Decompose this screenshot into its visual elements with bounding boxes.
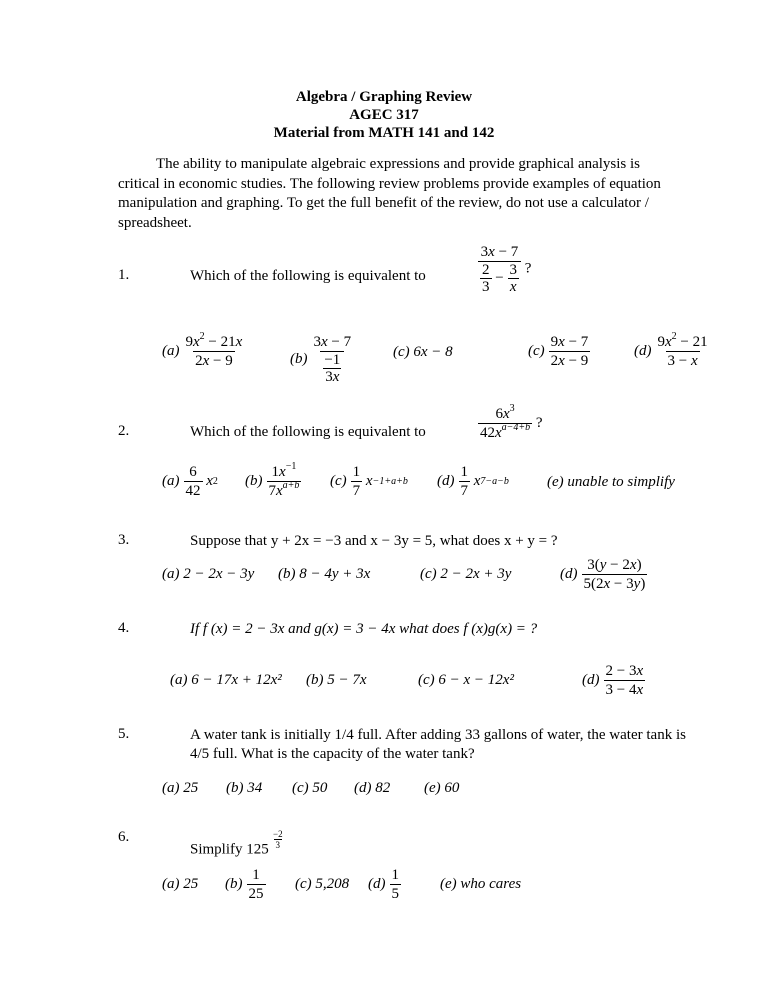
question-4-option-c[interactable]: (c) 6 − x − 12x²: [418, 672, 514, 688]
question-6-prompt: Simplify 125 $^{\frac{-2}{3}}$: [190, 829, 283, 858]
question-3-text: Suppose that y + 2x = −3 and x − 3y = 5, what does x + y = ?: [190, 533, 558, 549]
question-1-text: Which of the following is equivalent to: [190, 268, 426, 284]
question-4-option-b[interactable]: (b) 5 − 7x: [306, 672, 367, 688]
document-subtitle: Material from MATH 141 and 142: [273, 125, 495, 141]
question-2-option-a[interactable]: (a) $\frac{6}{42}$ x 2: [162, 464, 218, 499]
question-5-number: 5.: [118, 726, 130, 742]
question-5-option-b[interactable]: (b) 34: [226, 780, 263, 796]
question-1-option-c1[interactable]: (c) 6x − 8: [393, 344, 453, 360]
question-2-expression: $\frac{6x^3}{42x^{a-4+b}}$ ?: [480, 403, 543, 441]
question-3-option-d[interactable]: (d) $\frac{3(y - 2x)}{5(2x - 3y)}$: [560, 557, 646, 592]
question-1-option-d[interactable]: (d) $\frac{9x^2 - 21}{3 - x}$: [634, 331, 708, 369]
question-6-option-d[interactable]: (d) $\frac{1}{5}$: [368, 867, 399, 902]
question-5-option-a[interactable]: (a) 25: [162, 780, 199, 796]
question-2-text: Which of the following is equivalent to: [190, 424, 426, 440]
question-3-option-c[interactable]: (c) 2 − 2x + 3y: [420, 566, 512, 582]
question-4-number: 4.: [118, 620, 130, 636]
question-6-option-b[interactable]: (b) $\frac{1}{25}$: [225, 867, 264, 902]
question-2-option-b[interactable]: (b) $\frac{1x^{-1}}{7x^{a+b}}$: [245, 461, 300, 499]
question-5-option-e[interactable]: (e) 60: [424, 780, 460, 796]
question-3-option-a[interactable]: (a) 2 − 2x − 3y: [162, 566, 255, 582]
question-6-number: 6.: [118, 829, 130, 845]
question-1-option-a[interactable]: (a) $\frac{9x^2 - 21x}{2x - 9}$: [162, 331, 243, 369]
question-5-option-d[interactable]: (d) 82: [354, 780, 391, 796]
question-1-option-b[interactable]: (b) $\frac{3x - 7}{\frac{-1}{3x}}$: [290, 334, 352, 385]
question-6-option-c[interactable]: (c) 5,208: [295, 876, 350, 892]
question-4-option-d[interactable]: (d) $\frac{2 - 3x}{3 - 4x}$: [582, 663, 644, 698]
question-1-option-c2[interactable]: (c) $\frac{9x - 7}{2x - 9}$: [528, 334, 589, 369]
document-title: Algebra / Graphing Review: [295, 89, 473, 105]
question-3-number: 3.: [118, 532, 130, 548]
question-2-option-c[interactable]: (c) $\frac{1}{7}$ x −1+a+b: [330, 464, 408, 499]
question-3-option-b[interactable]: (b) 8 − 4y + 3x: [278, 566, 371, 582]
question-6-option-e[interactable]: (e) who cares: [440, 876, 522, 892]
question-4-option-a[interactable]: (a) 6 − 17x + 12x²: [170, 672, 282, 688]
question-4-text: If f (x) = 2 − 3x and g(x) = 3 − 4x what does f (x)g(x) = ?: [190, 621, 538, 637]
question-2-option-e[interactable]: (e) unable to simplify: [547, 474, 675, 490]
question-2-number: 2.: [118, 423, 130, 439]
question-5-option-c[interactable]: (c) 50: [292, 780, 328, 796]
intro-paragraph: The ability to manipulate algebraic expressions and provide graphical analysis is critical in economic studies. The following review problems provide examples of equation manipulation and graphing. To get the full benefit of the review, do not use a calculator / spreadsheet.: [118, 156, 661, 231]
course-code: AGEC 317: [349, 107, 419, 123]
question-5-text: A water tank is initially 1/4 full. After adding 33 gallons of water, the water tank is 4/5 full. What is the capacity of the water tank?: [190, 727, 686, 762]
question-2-option-d[interactable]: (d) $\frac{1}{7}$ x 7−a−b: [437, 464, 509, 499]
question-1-expression: 3x − 7 $\frac{2}{3}$ − $\frac{3}{x}$ ?: [478, 243, 531, 295]
question-1-number: 1.: [118, 267, 130, 283]
question-6-option-a[interactable]: (a) 25: [162, 876, 199, 892]
question-6-text: Simplify 125: [190, 841, 269, 858]
